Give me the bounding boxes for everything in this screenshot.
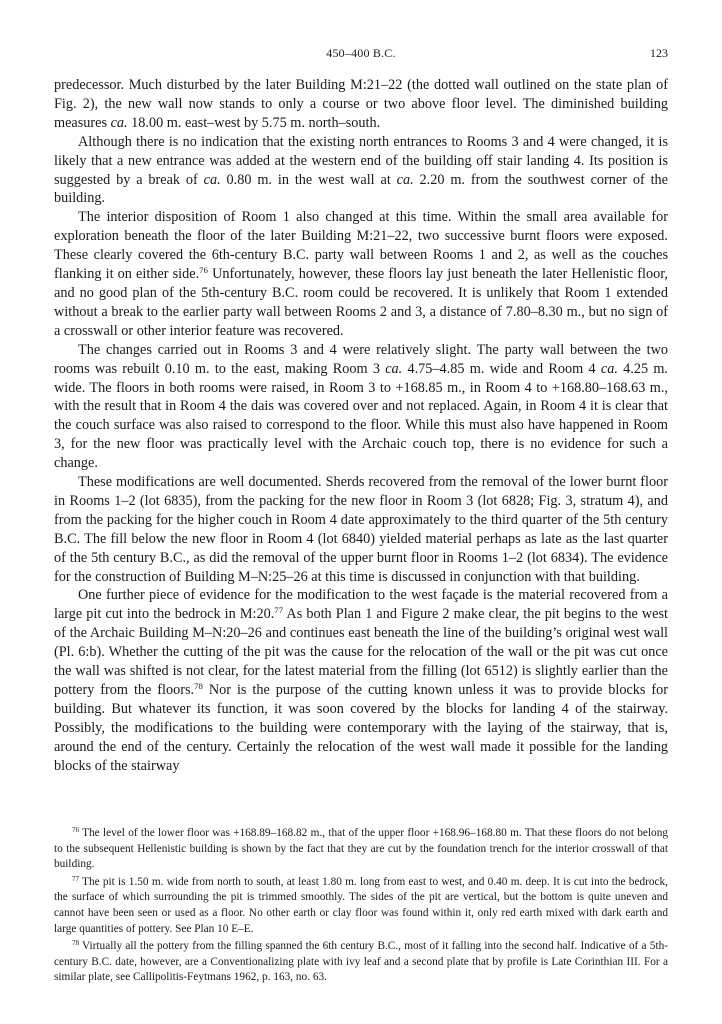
paragraph	[54, 473, 668, 586]
running-title: 450–400 B.C.	[326, 46, 396, 60]
footnotes	[54, 826, 668, 988]
italic-text: ca.	[203, 171, 221, 188]
text-run: Virtually all the pottery from the filling spanned the 6th century B.C., most of it falling into the second half. Indicative of a 5th-century B.C. date, however, are a Conventionalizing plate with ivy leaf and a second plate that by profile is Late Corinthian III. For a similar plate, see Callipolitis-Feytmans 1962, p. 163, no. 63.	[54, 940, 668, 984]
text-run: The interior disposition of Room 1 also changed at this time. Within the small area available for exploration beneath the floor of the later Building M:21–22, two successive burnt floors were exposed. These clearly covered the 6th-century B.C. party wall between Rooms 1 and 2, as well as the couches flanking it on either side.	[54, 209, 668, 283]
text-run: The pit is 1.50 m. wide from north to south, at least 1.80 m. long from east to west, and 0.40 m. deep. It is cut into the bedrock, the surface of which surrounding the pit is trimmed smoothly. The sides of the pit are vertical, but the bottom is quite uneven and cannot have been seen or used as a floor. No other earth or clay floor was found within it, only red earth mixed with dark earth and large quantities of pottery. See Plan 10 E–E.	[54, 875, 668, 935]
text-run: 4.25 m. wide. The floors in both rooms were raised, in Room 3 to +168.85 m., in Room 4 to +168.80–168.63 m., with the result that in Room 4 the dais was covered over and not replaced. Again, in Room 4 it is clear that the couch surface was also raised to correspond to the floor. While this must also have happened in Room 3, for the new floor was practically level with the Archaic couch top, there is no evidence for such a change.	[54, 360, 668, 472]
footnote-marker: 77	[72, 874, 79, 883]
footnote-marker: 78	[72, 939, 79, 948]
paragraph	[54, 341, 668, 473]
paragraph	[54, 586, 668, 775]
text-run: Nor is the purpose of the cutting known unless it was to provide blocks for building. But whatever its function, it was soon covered by the blocks for landing 4 of the stairway. Possibly, the modifications to the building were contemporary with the laying of the stairway, that is, around the end of the century. Certainly the relocation of the west wall made it possible for the landing blocks of the stairway	[54, 682, 669, 774]
text-run: 0.80 m. in the west wall at	[220, 171, 397, 188]
italic-text: ca.	[600, 360, 618, 377]
paragraph	[54, 76, 668, 133]
text-run: 2.20 m. from the southwest corner of the building.	[54, 171, 668, 207]
text-run: Unfortunately, however, these floors lay just beneath the later Hellenistic floor, and no good plan of the 5th-century B.C. room could be recovered. It is unlikely that Room 1 extended without a break to the earlier party wall between Rooms 2 and 3, a distance of 7.80–8.30 m., but no sign of a crosswall or other interior feature was recovered.	[54, 266, 668, 339]
footnote-marker: 76	[72, 826, 79, 835]
text-run: Although there is no indication that the existing north entrances to Rooms 3 and 4 were changed, it is likely that a new entrance was added at the western end of the building off stair landing 4. Its position is suggested by a break of	[54, 133, 668, 188]
footnote-marker: 77	[274, 605, 284, 616]
footnote-marker: 76	[199, 265, 208, 276]
text-run: These modifications are well documented. Sherds recovered from the removal of the lower burnt floor in Rooms 1–2 (lot 6835), from the packing for the new floor in Room 3 (lot 6828; Fig. 3, stratum 4), and from the packing for the higher couch in Room 4 date approximately to the third quarter of the 5th century B.C. The fill below the new floor in Room 4 (lot 6840) yielded material perhaps as late as the last quarter of the 5th century B.C., as did the removal of the upper burnt floor in Rooms 1–2 (lot 6834). The evidence for the construction of Building M–N:25–26 at this time is discussed in conjunction with that building.	[54, 474, 668, 585]
italic-text: ca.	[396, 171, 414, 188]
text-run: The changes carried out in Rooms 3 and 4 were relatively slight. The party wall between the two rooms was rebuilt 0.10 m. to the east, making Room 3	[54, 341, 668, 377]
italic-text: ca.	[110, 114, 128, 131]
paragraph	[54, 208, 668, 340]
footnote-marker: 78	[194, 681, 203, 692]
running-head	[54, 46, 668, 66]
italic-text: ca.	[385, 360, 403, 377]
text-run: One further piece of evidence for the modification to the west façade is the material recovered from a large pit cut into the bedrock in M:20.	[54, 587, 668, 623]
page-number: 123	[650, 46, 668, 60]
text-run: predecessor. Much disturbed by the later Building M:21–22 (the dotted wall outlined on the state plan of Fig. 2), the new wall now stands to only a course or two above floor level. The diminished building measures	[54, 77, 668, 131]
text-run: 4.75–4.85 m. wide and Room 4	[402, 360, 601, 377]
text-run: 18.00 m. east–west by 5.75 m. north–south.	[127, 114, 381, 131]
text-run: As both Plan 1 and Figure 2 make clear, the pit begins to the west of the Archaic Building M–N:20–26 and continues east beneath the line of the building’s original west wall (Pl. 6:b). Whether the cutting of the pit was the cause for the relocation of the wall or the pit was cut once the wall was shifted is not clear, for the latest material from the filling (lot 6512) is slightly earlier than the pottery from the floors.	[54, 606, 668, 698]
footnote	[54, 939, 668, 986]
paragraph	[54, 133, 668, 209]
text-run: The level of the lower floor was +168.89–168.82 m., that of the upper floor +168.96–168.80 m. That these floors do not belong to the subsequent Hellenistic building is shown by the fact that they are cut by the foundation trench for the interior crosswall of that building.	[54, 827, 668, 871]
body-text	[54, 76, 668, 776]
footnote	[54, 826, 668, 873]
footnote	[54, 875, 668, 937]
